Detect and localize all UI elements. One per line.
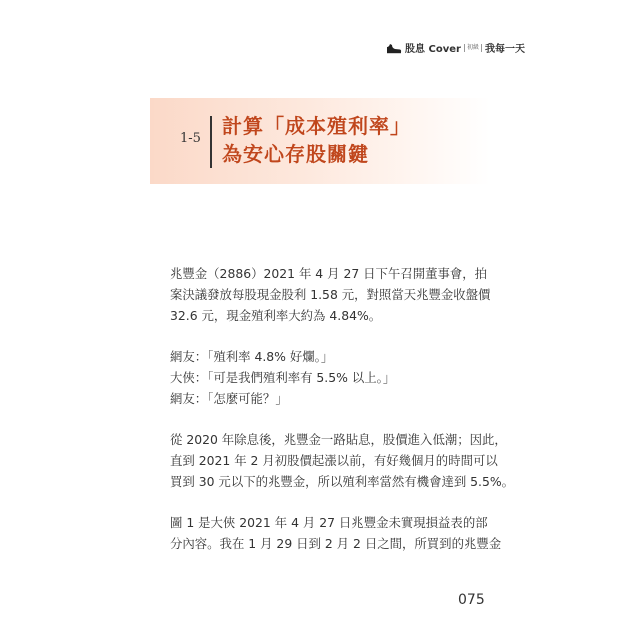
paragraph-1 bbox=[170, 263, 491, 326]
header-level-tag: 初級 bbox=[464, 44, 482, 52]
header-subtitle: 我每一天 bbox=[485, 44, 525, 55]
chapter-title-line-2: 為安心存股關鍵 bbox=[222, 142, 369, 166]
chapter-title-line-1: 計算「成本殖利率」 bbox=[222, 114, 411, 138]
text-line: 網友：「怎麼可能？」 bbox=[170, 391, 288, 406]
page-number: 075 bbox=[458, 592, 485, 608]
paragraph-2 bbox=[170, 346, 482, 409]
text-line: 大俠：「可是我們殖利率有 5.5% 以上。」 bbox=[170, 370, 396, 385]
text-line: 從 2020 年除息後，兆豐金一路貼息，股價進入低潮；因此， bbox=[170, 432, 507, 447]
header-author-title: 股息 Cover bbox=[405, 44, 461, 55]
text-line: 買到 30 元以下的兆豐金，所以殖利率當然有機會達到 5.5%。 bbox=[170, 474, 515, 489]
paragraph-3 bbox=[170, 429, 515, 492]
text-line: 圖 1 是大俠 2021 年 4 月 27 日兆豐金未實現損益表的部 bbox=[170, 515, 488, 530]
chapter-title bbox=[222, 112, 411, 168]
text-line: 直到 2021 年 2 月初股價起漲以前，有好幾個月的時間可以 bbox=[170, 453, 498, 468]
running-header bbox=[386, 40, 525, 55]
text-line: 32.6 元，現金殖利率大約為 4.84%。 bbox=[170, 308, 382, 323]
text-line: 兆豐金（2886）2021 年 4 月 27 日下午召開董事會，拍 bbox=[170, 266, 488, 281]
shoe-logo-icon bbox=[386, 42, 402, 54]
text-line: 分內容。我在 1 月 29 日到 2 月 2 日之間，所買到的兆豐金 bbox=[170, 536, 502, 551]
section-number: 1-5 bbox=[180, 131, 201, 146]
text-line: 案決議發放每股現金股利 1.58 元，對照當天兆豐金收盤價 bbox=[170, 287, 491, 302]
body-text bbox=[170, 263, 515, 554]
text-line: 網友：「殖利率 4.8% 好爛。」 bbox=[170, 349, 334, 364]
title-divider bbox=[210, 116, 212, 168]
paragraph-4 bbox=[170, 512, 502, 554]
